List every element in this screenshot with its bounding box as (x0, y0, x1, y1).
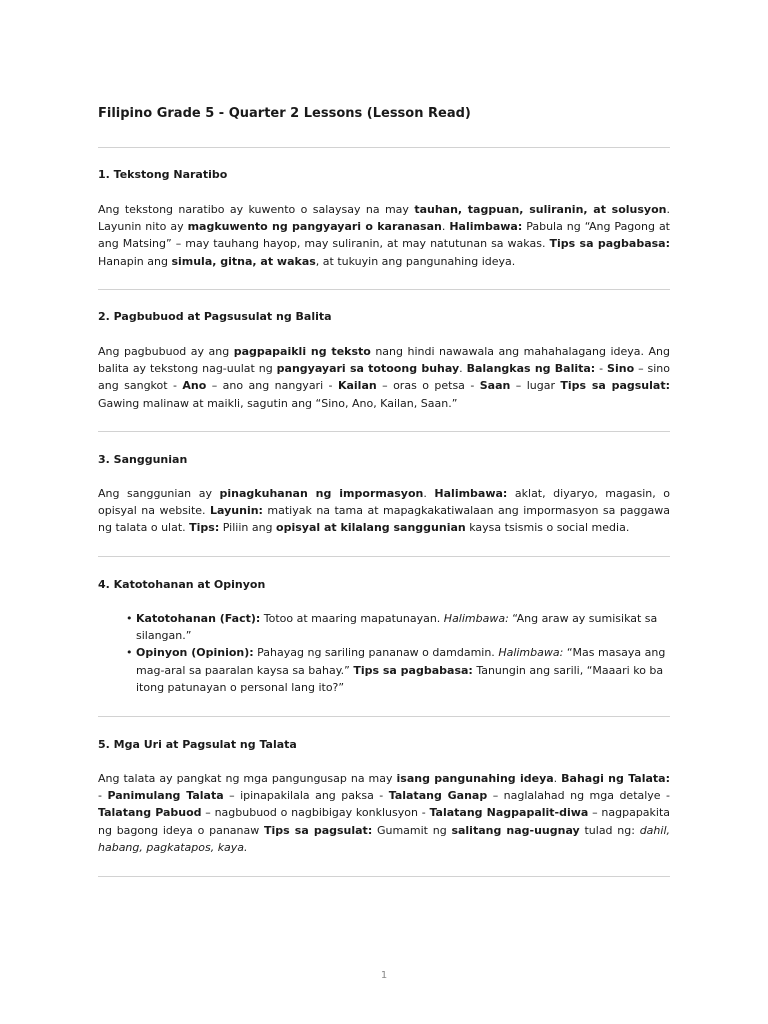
bold-text: Talatang Nagpapalit-diwa (429, 806, 589, 820)
bold-text: simula, gitna, at wakas (171, 254, 316, 268)
divider (98, 556, 670, 557)
divider (98, 716, 670, 717)
text-run: Pahayag ng sariling pananaw o damdamin. (253, 646, 499, 660)
bold-text: pinagkuhanan ng impormasyon (219, 487, 424, 500)
bold-text: isang pangunahing ideya (396, 772, 554, 785)
text-run: . (553, 772, 562, 785)
text-run: . (441, 220, 450, 234)
text-run: - (595, 362, 608, 376)
text-run: Ang pagbubuod ay ang (98, 345, 234, 358)
section-paragraph-talata (98, 770, 670, 856)
bold-text: Sino (607, 362, 635, 376)
section-paragraph-sanggunian (98, 485, 670, 537)
list-item-text (136, 612, 657, 642)
section-paragraph-pagbubuod (98, 343, 670, 412)
bold-text: Tips sa pagbabasa: (549, 237, 670, 251)
text-run: Totoo at maaring mapatunayan. (260, 612, 444, 625)
bold-text: Katotohanan (Fact): (136, 612, 261, 625)
text-run: . (459, 362, 467, 376)
bold-text: Tips sa pagsulat: (560, 379, 670, 393)
bold-text: Tips sa pagbabasa: (353, 663, 473, 677)
bold-text: opisyal at kilalang sanggunian (276, 521, 466, 535)
bold-text: Ano (182, 379, 207, 393)
bold-text: pagpapaikli ng teksto (233, 345, 371, 358)
text-run: nang hindi nawawala ang mahahalagang ideya. Ang balita ay tekstong nag-uulat ng (98, 345, 671, 376)
bold-text: Tips: (189, 521, 220, 535)
text-run: “Ang araw ay sumisikat sa silangan.” (136, 612, 658, 643)
bold-text: Kailan (337, 379, 377, 393)
text-run: – sino ang sangkot - (98, 362, 670, 393)
text-run: , at tukuyin ang pangunahing ideya. (315, 254, 516, 268)
bold-text: pangyayari sa totoong buhay (276, 362, 460, 376)
divider (98, 431, 670, 432)
text-run: – oras o petsa - (376, 379, 480, 393)
text-run: tulad ng: (579, 823, 640, 837)
bold-text: Halimbawa: (449, 220, 523, 234)
section-heading-katotohanan-opinyon: 4. Katotohanan at Opinyon (98, 578, 266, 591)
bold-text: Halimbawa: (434, 487, 508, 500)
text-run: Ang talata ay pangkat ng mga pangungusap na may (98, 772, 397, 785)
bold-text: Tips sa pagsulat: (264, 823, 373, 837)
bold-text: Talatang Ganap (388, 789, 488, 803)
bullet-icon: • (126, 646, 133, 660)
divider (98, 289, 670, 290)
text-run: Ang tekstong naratibo ay kuwento o salaysay na may (98, 203, 415, 216)
bold-text: salitang nag-uugnay (451, 823, 580, 837)
bold-text: Balangkas ng Balita: (466, 362, 596, 376)
text-run: – ano ang nangyari - (206, 379, 338, 393)
section-heading-tekstong-naratibo: 1. Tekstong Naratibo (98, 168, 228, 181)
divider (98, 876, 670, 877)
text-run: kaysa tsismis o social media. (465, 521, 630, 535)
text-run: Gumamit ng (372, 823, 452, 837)
italic-text: Halimbawa: (443, 612, 509, 625)
text-run: – nagpapakita ng bagong ideya o pananaw (98, 806, 671, 837)
text-run: Ang sanggunian ay (98, 487, 220, 500)
text-run: Gawing malinaw at maikli, sagutin ang “Sino, Ano, Kailan, Saan.” (98, 396, 458, 410)
section-heading-talata: 5. Mga Uri at Pagsulat ng Talata (98, 738, 297, 751)
section-paragraph-tekstong-naratibo (98, 201, 670, 270)
divider (98, 147, 670, 148)
bold-text: magkuwento ng pangyayari o karanasan (187, 220, 442, 234)
bullet-icon: • (126, 612, 133, 625)
list-item-opinion (126, 644, 668, 696)
text-run: matiyak na tama at mapagkakatiwalaan ang impormasyon sa paggawa ng talata o ulat. (98, 504, 670, 535)
text-run: - (98, 789, 108, 803)
text-run: Hanapin ang (98, 254, 172, 268)
bold-text: Panimulang Talata (107, 789, 224, 803)
bold-text: Talatang Pabuod (98, 806, 202, 820)
section-heading-sanggunian: 3. Sanggunian (98, 453, 188, 466)
bold-text: Saan (479, 379, 511, 393)
section-heading-pagbubuod: 2. Pagbubuod at Pagsusulat ng Balita (98, 310, 332, 323)
bold-text: Layunin: (210, 504, 263, 518)
text-run: – ipinapakilala ang paksa - (223, 789, 389, 803)
text-run: aklat, diyaryo, magasin, o opisyal na website. (98, 487, 671, 518)
bold-text: tauhan, tagpuan, suliranin, at solusyon (414, 203, 667, 216)
text-run: – nagbubuod o nagbibigay konklusyon - (201, 806, 430, 820)
italic-text: Halimbawa: (498, 646, 564, 660)
text-run: “Mas masaya ang mag-aral sa paaralan kaysa sa bahay.” (136, 646, 666, 677)
text-run: Pabula ng “Ang Pagong at ang Matsing” – may tauhang hayop, may suliranin, at may natutunan sa wakas. (98, 220, 670, 251)
text-run: Piliin ang (219, 521, 277, 535)
page-number: 1 (380, 970, 388, 981)
fact-opinion-list (126, 610, 668, 696)
text-run: . Layunin nito ay (98, 203, 670, 234)
list-item-fact (126, 610, 668, 644)
list-item-text (136, 646, 665, 693)
document-title: Filipino Grade 5 - Quarter 2 Lessons (Lesson Read) (98, 106, 471, 121)
bold-text: Bahagi ng Talata: (561, 772, 670, 785)
text-run: – naglalahad ng mga detalye - (487, 789, 671, 803)
italic-text: dahil, habang, pagkatapos, kaya. (98, 823, 670, 854)
text-run: . (423, 487, 435, 500)
text-run: Tanungin ang sarili, “Maaari ko ba itong patunayan o personal lang ito?” (136, 663, 664, 694)
bold-text: Opinyon (Opinion): (136, 646, 254, 660)
text-run: – lugar (510, 379, 561, 393)
